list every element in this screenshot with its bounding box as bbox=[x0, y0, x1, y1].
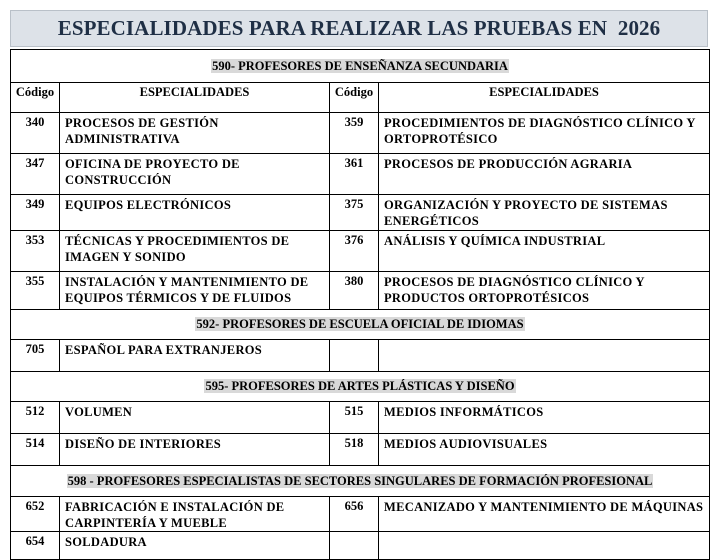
section-title: 595- PROFESORES DE ARTES PLÁSTICAS Y DISEÑO bbox=[205, 379, 515, 393]
specialty-code: 705 bbox=[11, 340, 60, 372]
specialty-name: PROCESOS DE GESTIÓN ADMINISTRATIVA bbox=[60, 113, 330, 154]
specialty-code: 654 bbox=[11, 532, 60, 560]
specialty-name: OFICINA DE PROYECTO DE CONSTRUCCIÓN bbox=[60, 154, 330, 195]
specialty-code: 340 bbox=[11, 113, 60, 154]
specialty-code: 355 bbox=[11, 272, 60, 310]
section-cell bbox=[11, 50, 710, 83]
section-cell bbox=[11, 310, 710, 340]
column-header-specialty: ESPECIALIDADES bbox=[379, 83, 710, 113]
column-header-code: Código bbox=[11, 83, 60, 113]
specialty-code: 375 bbox=[330, 195, 379, 231]
specialty-name bbox=[379, 340, 710, 372]
section-row bbox=[11, 372, 710, 402]
section-title: 598 - PROFESORES ESPECIALISTAS DE SECTORES SINGULARES DE FORMACIÓN PROFESIONAL bbox=[67, 473, 653, 488]
section-row bbox=[11, 50, 710, 83]
specialty-code bbox=[330, 340, 379, 372]
specialty-row bbox=[11, 154, 710, 195]
specialty-name: MEDIOS AUDIOVISUALES bbox=[379, 434, 710, 466]
specialty-row bbox=[11, 434, 710, 466]
column-header-specialty: ESPECIALIDADES bbox=[60, 83, 330, 113]
specialty-name: SOLDADURA bbox=[60, 532, 330, 560]
specialty-code: 361 bbox=[330, 154, 379, 195]
specialty-code: 514 bbox=[11, 434, 60, 466]
specialty-name: MECANIZADO Y MANTENIMIENTO DE MÁQUINAS bbox=[379, 497, 710, 532]
specialty-name bbox=[379, 532, 710, 560]
specialty-code: 652 bbox=[11, 497, 60, 532]
specialty-code: 376 bbox=[330, 231, 379, 272]
header-row bbox=[11, 83, 710, 113]
specialty-name: PROCESOS DE DIAGNÓSTICO CLÍNICO Y PRODUCTOS ORTOPROTÉSICOS bbox=[379, 272, 710, 310]
section-title: 590- PROFESORES DE ENSEÑANZA SECUNDARIA bbox=[212, 58, 508, 73]
section-row bbox=[11, 310, 710, 340]
specialty-name: DISEÑO DE INTERIORES bbox=[60, 434, 330, 466]
specialty-name: ANÁLISIS Y QUÍMICA INDUSTRIAL bbox=[379, 231, 710, 272]
specialty-name: TÉCNICAS Y PROCEDIMIENTOS DE IMAGEN Y SONIDO bbox=[60, 231, 330, 272]
document-title-bar bbox=[10, 10, 708, 47]
specialty-code: 349 bbox=[11, 195, 60, 231]
specialty-name: ESPAÑOL PARA EXTRANJEROS bbox=[60, 340, 330, 372]
specialty-name: FABRICACIÓN E INSTALACIÓN DE CARPINTERÍA Y MUEBLE bbox=[60, 497, 330, 532]
section-cell bbox=[11, 372, 710, 402]
specialty-code: 359 bbox=[330, 113, 379, 154]
column-header-code: Código bbox=[330, 83, 379, 113]
specialty-name: EQUIPOS ELECTRÓNICOS bbox=[60, 195, 330, 231]
specialty-row bbox=[11, 195, 710, 231]
specialty-name: MEDIOS INFORMÁTICOS bbox=[379, 402, 710, 434]
specialty-code: 518 bbox=[330, 434, 379, 466]
specialty-name: INSTALACIÓN Y MANTENIMIENTO DE EQUIPOS TÉRMICOS Y DE FLUIDOS bbox=[60, 272, 330, 310]
specialty-row bbox=[11, 497, 710, 532]
specialty-name: PROCEDIMIENTOS DE DIAGNÓSTICO CLÍNICO Y ORTOPROTÉSICO bbox=[379, 113, 710, 154]
specialty-row bbox=[11, 272, 710, 310]
specialty-code: 515 bbox=[330, 402, 379, 434]
specialty-code: 347 bbox=[11, 154, 60, 195]
specialty-code bbox=[330, 532, 379, 560]
specialty-row bbox=[11, 532, 710, 560]
section-row bbox=[11, 466, 710, 497]
specialty-row bbox=[11, 113, 710, 154]
specialty-row bbox=[11, 231, 710, 272]
specialty-row bbox=[11, 402, 710, 434]
section-title: 592- PROFESORES DE ESCUELA OFICIAL DE IDIOMAS bbox=[196, 317, 524, 331]
specialty-name: ORGANIZACIÓN Y PROYECTO DE SISTEMAS ENERGÉTICOS bbox=[379, 195, 710, 231]
specialty-row bbox=[11, 340, 710, 372]
specialty-code: 380 bbox=[330, 272, 379, 310]
document-title: ESPECIALIDADES PARA REALIZAR LAS PRUEBAS EN 2026 bbox=[57, 16, 661, 40]
specialty-code: 512 bbox=[11, 402, 60, 434]
specialties-table bbox=[10, 49, 710, 560]
specialty-name: PROCESOS DE PRODUCCIÓN AGRARIA bbox=[379, 154, 710, 195]
specialty-code: 353 bbox=[11, 231, 60, 272]
specialty-code: 656 bbox=[330, 497, 379, 532]
section-cell bbox=[11, 466, 710, 497]
specialty-name: VOLUMEN bbox=[60, 402, 330, 434]
